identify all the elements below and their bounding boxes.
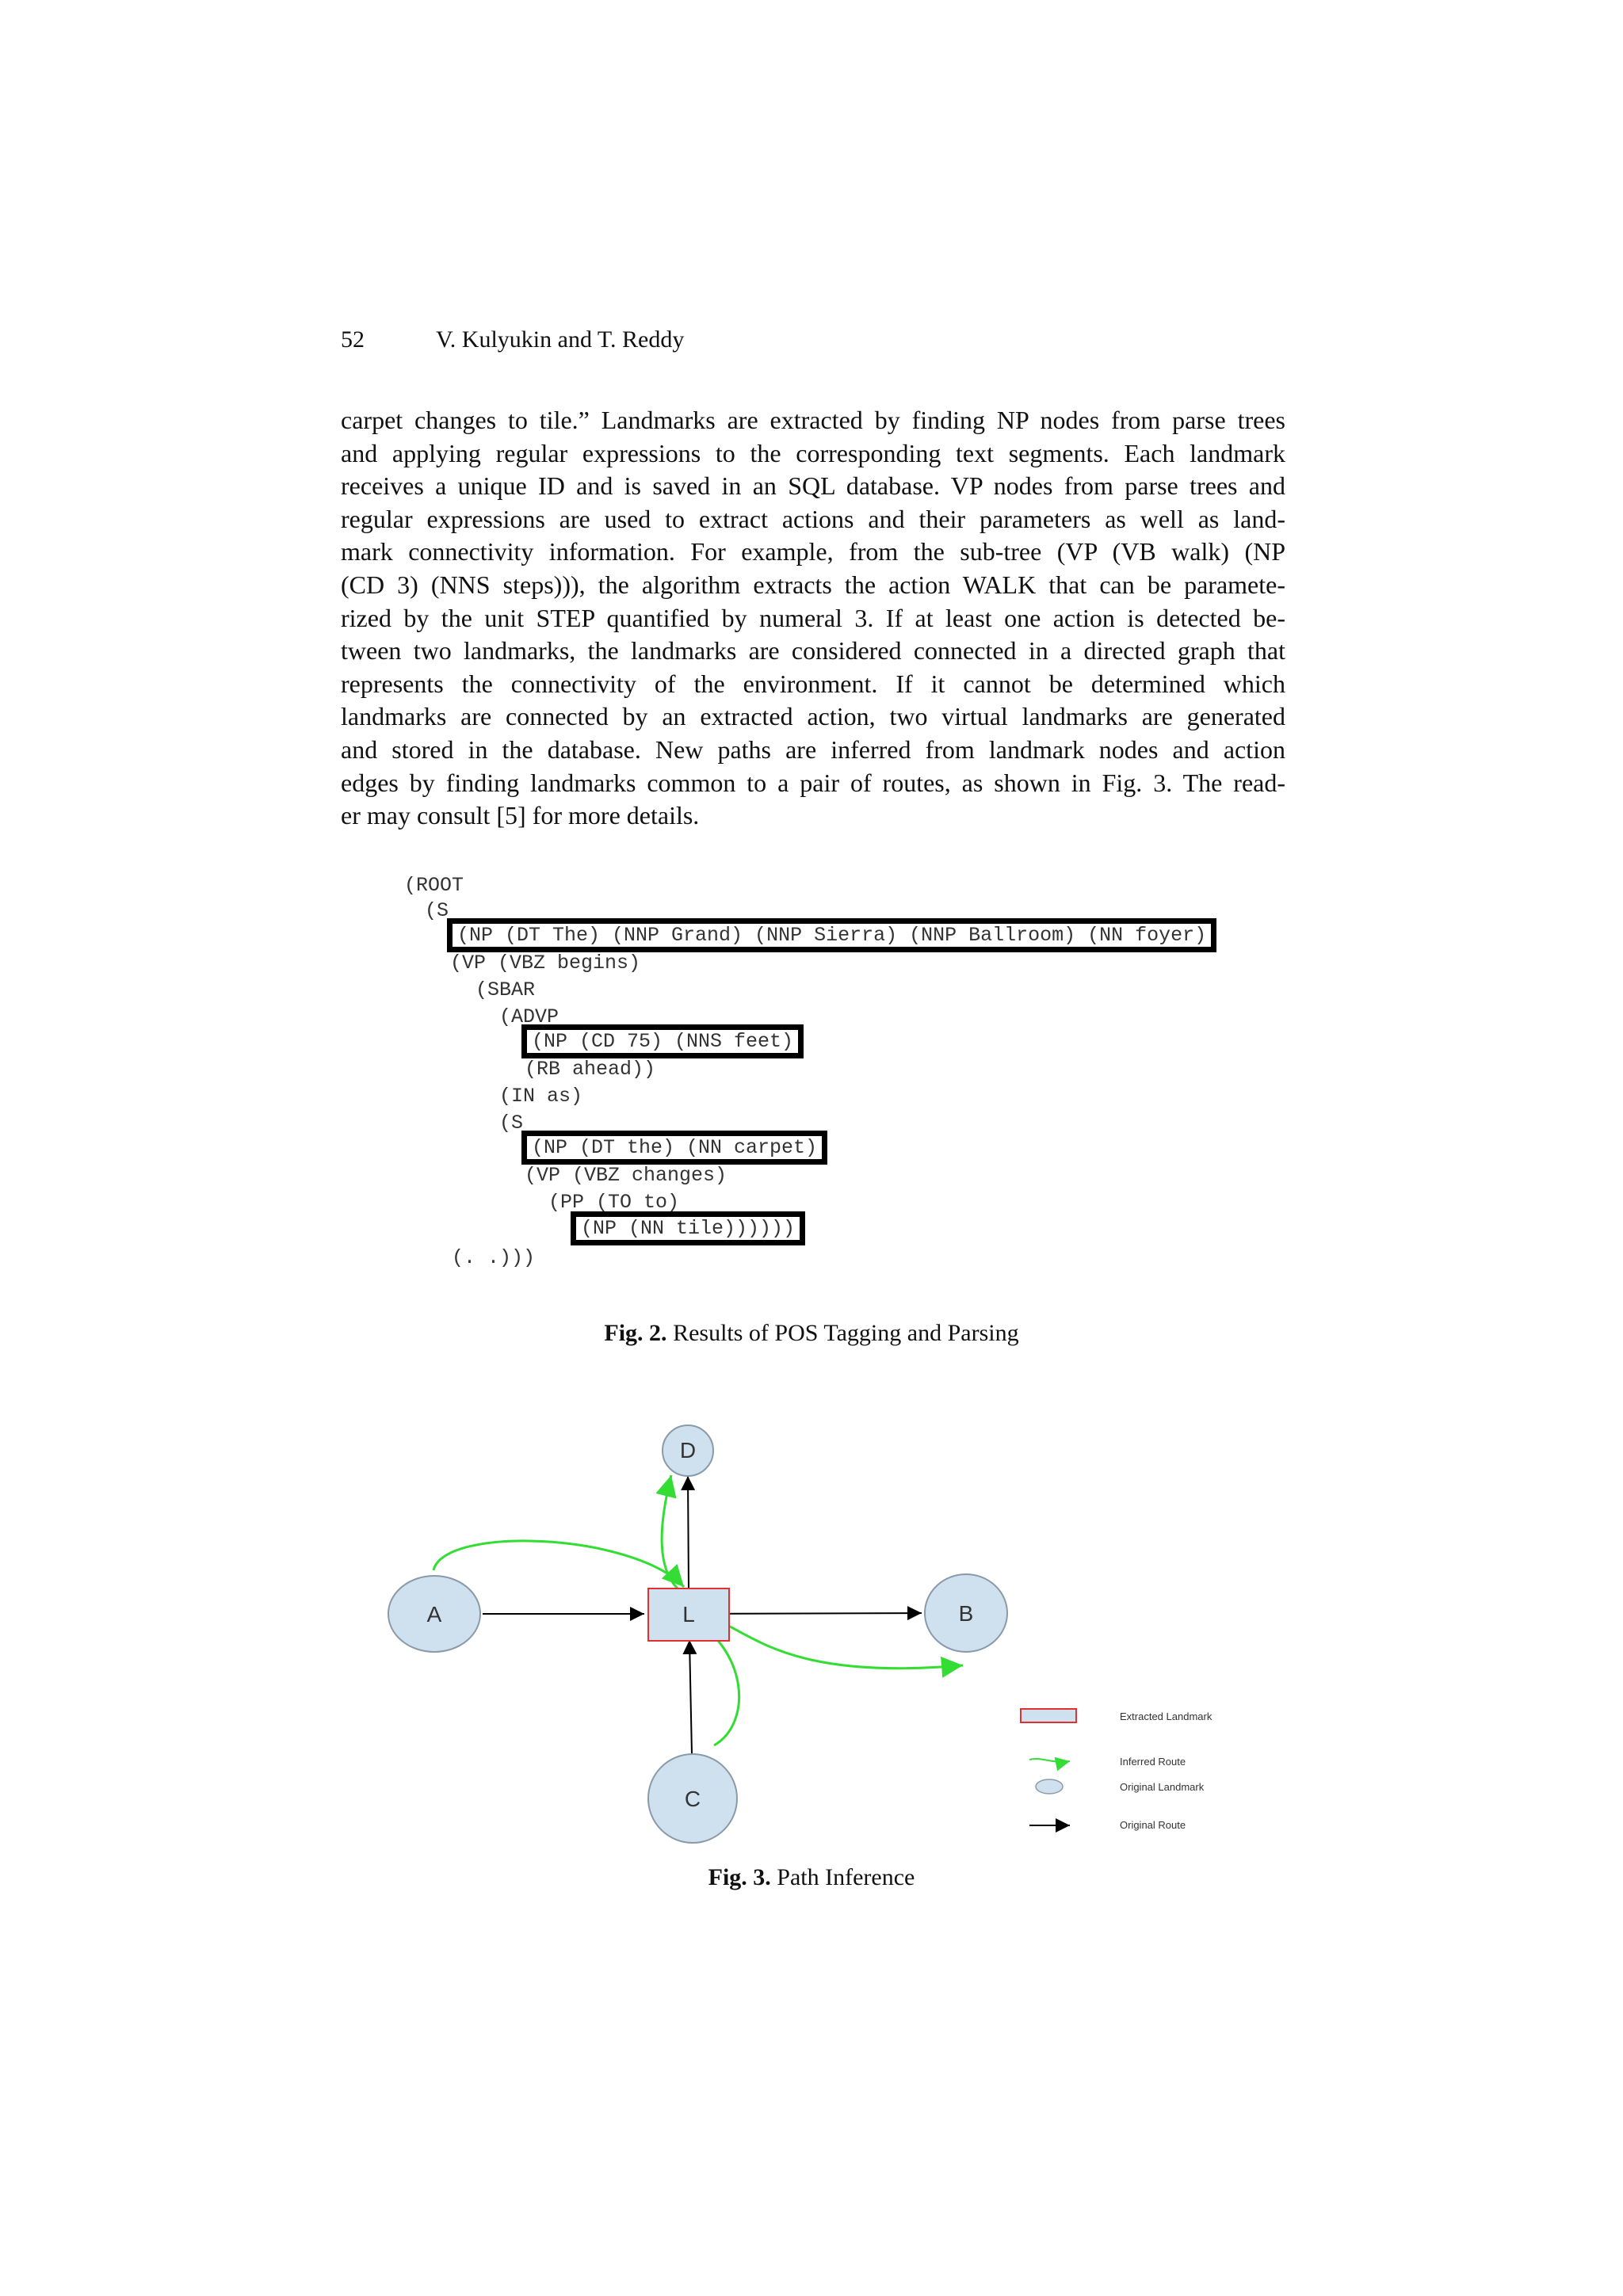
node-d bbox=[663, 1425, 713, 1476]
parse-line: (VP (VBZ changes) bbox=[525, 1164, 727, 1187]
fig3-caption bbox=[0, 1864, 1623, 1891]
node-b-label: B bbox=[958, 1601, 974, 1626]
fig2-label: Fig. 2. bbox=[604, 1320, 667, 1346]
parse-tree-figure bbox=[395, 866, 1219, 1294]
authors: V. Kulyukin and T. Reddy bbox=[436, 326, 685, 353]
parse-line: (. .))) bbox=[452, 1246, 536, 1269]
legend-inferred-label: Inferred Route bbox=[1120, 1756, 1186, 1768]
fig3-title: Path Inference bbox=[777, 1864, 915, 1890]
legend-original-landmark-label: Original Landmark bbox=[1120, 1781, 1205, 1793]
inferred-a-to-l bbox=[433, 1541, 684, 1587]
legend-extracted-label: Extracted Landmark bbox=[1120, 1711, 1212, 1722]
node-c-label: C bbox=[684, 1787, 701, 1811]
parse-line-np-boxed: (NP (DT The) (NNP Grand) (NNP Sierra) (NNP Ballroom) (NN foyer) bbox=[447, 918, 1216, 952]
parse-line: (RB ahead)) bbox=[525, 1058, 656, 1081]
running-header bbox=[341, 326, 684, 353]
edge-l-to-d bbox=[688, 1476, 689, 1589]
parse-line: (S bbox=[425, 899, 449, 922]
parse-line: (VP (VBZ begins) bbox=[450, 952, 641, 974]
parse-line-np-boxed: (NP (NN tile)))))) bbox=[571, 1211, 805, 1245]
parse-line: (IN as) bbox=[499, 1085, 583, 1108]
node-a bbox=[388, 1576, 480, 1652]
node-d-label: D bbox=[679, 1438, 697, 1463]
legend-inferred-swatch bbox=[1029, 1759, 1070, 1762]
text-line: represents the connectivity of the environment. If it cannot be determined which bbox=[341, 669, 1285, 698]
parse-line: (ADVP bbox=[499, 1005, 559, 1028]
text-line: er may consult [5] for more details. bbox=[341, 801, 700, 830]
text-line: edges by finding landmarks common to a pair of routes, as shown in Fig. 3. The read- bbox=[341, 768, 1285, 797]
fig2-caption bbox=[0, 1320, 1623, 1347]
node-l-label: L bbox=[682, 1602, 695, 1627]
fig2-title: Results of POS Tagging and Parsing bbox=[673, 1320, 1019, 1346]
parse-line-np-boxed: (NP (DT the) (NN carpet) bbox=[521, 1131, 827, 1165]
text-line: regular expressions are used to extract actions and their parameters as well as land- bbox=[341, 504, 1285, 533]
node-a-label: A bbox=[426, 1602, 442, 1627]
text-line: receives a unique ID and is saved in an SQL database. VP nodes from parse trees and bbox=[341, 471, 1285, 501]
path-inference-diagram bbox=[372, 1375, 1268, 1850]
text-line: tween two landmarks, the landmarks are considered connected in a directed graph that bbox=[341, 636, 1285, 666]
legend bbox=[1021, 1709, 1212, 1831]
node-c bbox=[648, 1754, 737, 1843]
text-line: (CD 3) (NNS steps))), the algorithm extracts the action WALK that can be paramete- bbox=[341, 570, 1285, 599]
page-number: 52 bbox=[341, 326, 365, 353]
legend-original-landmark-swatch bbox=[1036, 1779, 1063, 1794]
node-b bbox=[925, 1574, 1007, 1652]
body-paragraph bbox=[341, 404, 1285, 833]
text-line: carpet changes to tile.” Landmarks are extracted by finding NP nodes from parse trees bbox=[341, 406, 1285, 434]
parse-line: (SBAR bbox=[475, 978, 536, 1001]
node-l-extracted-landmark bbox=[648, 1589, 729, 1641]
legend-extracted-swatch bbox=[1021, 1709, 1076, 1722]
parse-line-np-boxed: (NP (CD 75) (NNS feet) bbox=[521, 1024, 804, 1058]
edge-c-to-l bbox=[689, 1640, 692, 1754]
text-line: and applying regular expressions to the corresponding text segments. Each landmark bbox=[341, 438, 1285, 467]
fig3-label: Fig. 3. bbox=[708, 1864, 771, 1890]
parse-line: (ROOT bbox=[404, 874, 464, 897]
legend-original-route-label: Original Route bbox=[1120, 1819, 1186, 1831]
text-line: and stored in the database. New paths are inferred from landmark nodes and action bbox=[341, 734, 1285, 764]
text-line: rized by the unit STEP quantified by numeral 3. If at least one action is detected be- bbox=[341, 603, 1285, 632]
parse-line: (PP (TO to) bbox=[548, 1191, 680, 1214]
parse-line: (S bbox=[499, 1112, 524, 1135]
text-line: mark connectivity information. For example, from the sub-tree (VP (VB walk) (NP bbox=[341, 537, 1285, 566]
text-line: landmarks are connected by an extracted action, two virtual landmarks are generated bbox=[341, 702, 1285, 731]
